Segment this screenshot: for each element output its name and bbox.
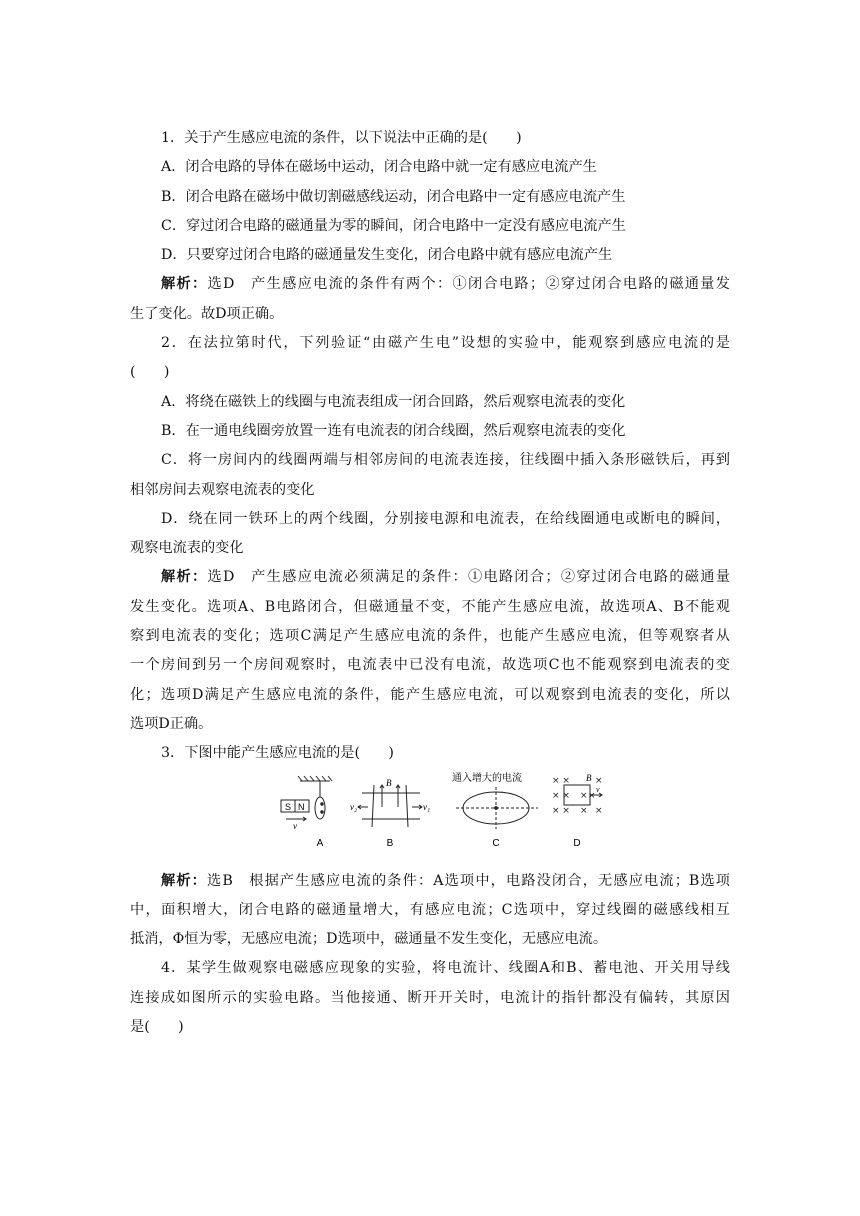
q2-analysis-line6: 选项D正确。 <box>130 715 213 732</box>
q3-stem: 3．下图中能产生感应电流的是( ) <box>161 745 394 762</box>
q4-stem-line3: 是( ) <box>130 1019 184 1036</box>
q1-analysis-text1: 选D 产生感应电流的条件有两个：①闭合电路；②穿过闭合电路的磁通量发 <box>207 276 730 293</box>
q4-stem-line2: 连接成如图所示的实验电路。当他接通、断开开关时，电流计的指针都没有偏转，其原因 <box>130 989 730 1006</box>
magnet-n-label: N <box>298 801 305 812</box>
q2-option-d-line1: D．绕在同一铁环上的两个线圈，分别接电源和电流表，在给线圈通电或断电的瞬间， <box>161 510 730 527</box>
q1-analysis-line1 <box>130 270 730 299</box>
q2-option-b: B．在一通电线圈旁放置一连有电流表的闭合线圈，然后观察电流表的变化 <box>161 422 626 439</box>
q2-stem-line2: ( ) <box>130 364 170 381</box>
q3-analysis-label: 解析： <box>161 872 208 889</box>
panel-c-label: C <box>492 837 500 849</box>
q1-option-b: B．闭合电路在磁场中做切割磁感线运动，闭合电路中一定有感应电流产生 <box>161 188 626 205</box>
panel-d-velocity-label: v <box>596 784 600 794</box>
q1-stem: 1．关于产生感应电流的条件，以下说法中正确的是( ) <box>161 130 522 146</box>
q1-analysis-line2: 生了变化。故D项正确。 <box>130 305 284 322</box>
q1-analysis-label: 解析： <box>161 276 208 293</box>
q2-analysis-line1 <box>130 563 730 592</box>
q2-analysis-line4: 一个房间到另一个房间观察时，电流表中已没有电流，故选项C也不能观察到电流表的变 <box>130 657 730 674</box>
q2-stem-line1: 2．在法拉第时代，下列验证“由磁产生电”设想的实验中，能观察到感应电流的是 <box>161 335 730 352</box>
q3-figure <box>130 771 730 861</box>
q2-analysis-line3: 察到电流表的变化；选项C满足产生感应电流的条件，也能产生感应电流，但等观察者从 <box>130 628 730 645</box>
q3-analysis-line3: 抵消，Φ恒为零，无感应电流；D选项中，磁通量不发生变化，无感应电流。 <box>130 931 608 948</box>
svg-text:×: × <box>588 790 596 801</box>
svg-text:× ×: × × <box>552 775 570 786</box>
panel-d-diagram <box>552 776 603 816</box>
panel-a-velocity-label: v <box>293 820 297 831</box>
panel-b-label: B <box>386 837 394 849</box>
magnet-s-label: S <box>285 801 292 812</box>
q1-option-a: A．闭合电路的导体在磁场中运动，闭合电路中就一定有感应电流产生 <box>161 159 597 176</box>
panel-a-label: A <box>316 837 324 849</box>
svg-text:×: × <box>595 775 603 786</box>
q3-analysis-line2: 中，面积增大，闭合电路的磁通量增大，有感应电流；C选项中，穿过线圈的磁感线相互 <box>130 901 730 918</box>
q2-option-c-line1: C．将一房间内的线圈两端与相邻房间的电流表连接，往线圈中插入条形磁铁后，再到 <box>161 452 730 469</box>
svg-text:× ×: × × <box>552 790 570 801</box>
panel-c-diagram <box>456 787 538 829</box>
panel-d-field-label: B <box>586 772 592 783</box>
panel-b-field-label: B <box>386 777 392 788</box>
q2-analysis-text1: 选D 产生感应电流必须满足的条件：①电路闭合；②穿过闭合电路的磁通量 <box>207 569 730 586</box>
q2-analysis-line2: 发生变化。选项A、B电路闭合，但磁通量不变，不能产生感应电流，故选项A、B不能观 <box>130 598 730 615</box>
panel-b-v2-label: v₂ <box>350 801 358 812</box>
q3-diagram <box>280 771 610 849</box>
q2-option-d-line2: 观察电流表的变化 <box>130 540 244 557</box>
q1-option-c: C．穿过闭合电路的磁通量为零的瞬间，闭合电路中一定没有感应电流产生 <box>161 217 626 234</box>
panel-b-v1-label: v₁ <box>423 801 431 812</box>
q1-option-d: D．只要穿过闭合电路的磁通量发生变化，闭合电路中就有感应电流产生 <box>161 247 613 264</box>
q3-analysis-line1 <box>130 867 730 896</box>
svg-text:×: × <box>580 805 588 816</box>
q3-analysis-text1: 选B 根据产生感应电流的条件：A选项中，电路没闭合，无感应电流；B选项 <box>207 872 730 889</box>
q2-option-c-line2: 相邻房间去观察电流表的变化 <box>130 481 315 498</box>
q2-option-a: A．将绕在磁铁上的线圈与电流表组成一闭合回路，然后观察电流表的变化 <box>161 393 626 410</box>
q4-stem-line1: 4．某学生做观察电磁感应现象的实验，将电流计、线圈A和B、蓄电池、开关用导线 <box>161 960 730 977</box>
svg-text:× ×: × × <box>552 805 570 816</box>
panel-d-label: D <box>573 837 581 849</box>
panel-c-caption: 通入增大的电流 <box>452 772 522 784</box>
panel-b-diagram <box>358 785 422 827</box>
svg-text:×: × <box>595 805 603 816</box>
panel-a-diagram <box>281 776 332 821</box>
q2-analysis-line5: 化；选项D满足产生感应电流的条件，能产生感应电流，可以观察到电流表的变化，所以 <box>130 686 730 703</box>
question-content <box>130 124 730 1042</box>
svg-text:×: × <box>580 790 588 801</box>
q2-analysis-label: 解析： <box>161 569 208 586</box>
